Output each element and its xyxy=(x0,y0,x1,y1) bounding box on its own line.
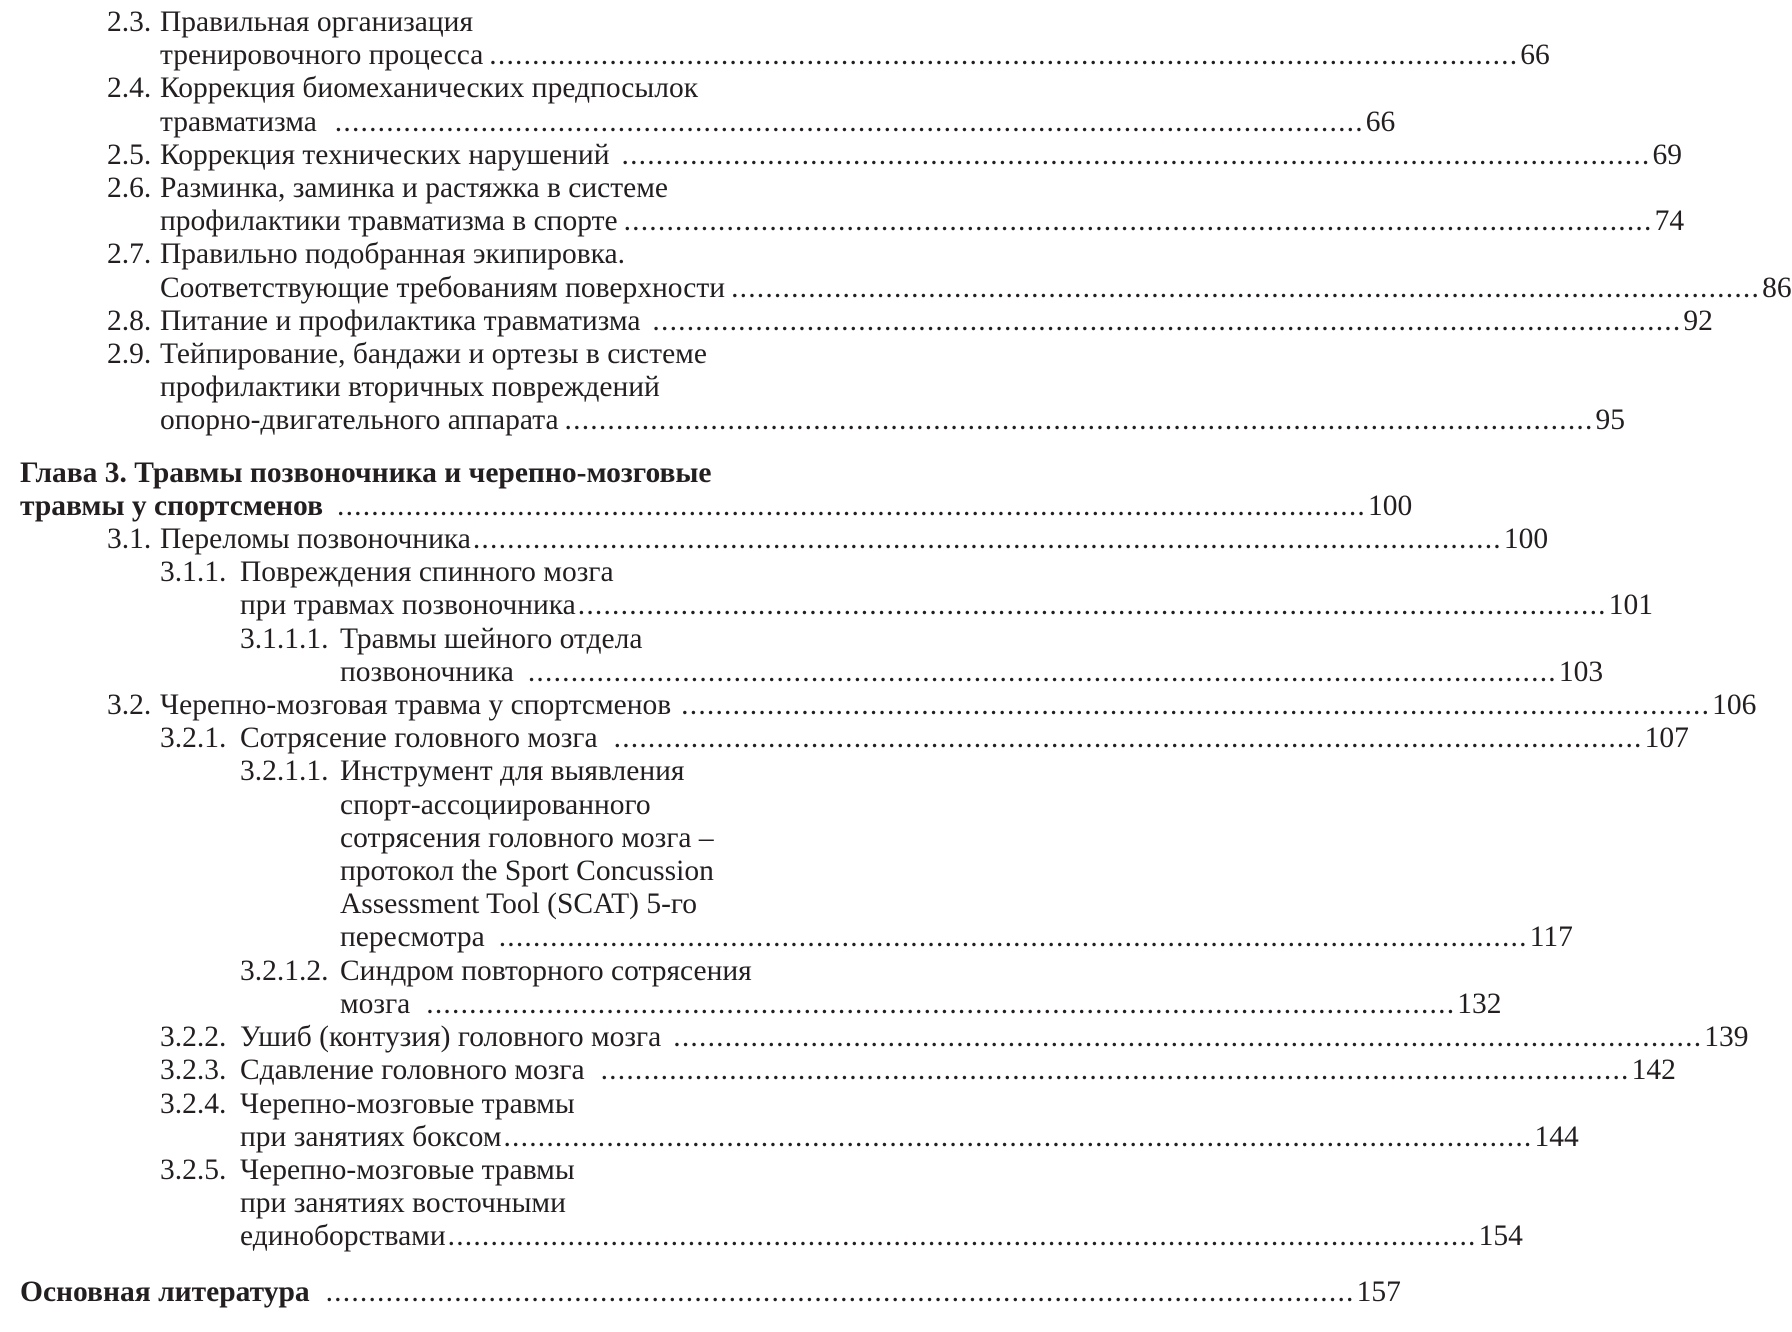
toc-page-number: 74 xyxy=(1654,205,1685,238)
toc-chapter-3 xyxy=(0,456,1413,523)
toc-entry-title-line: единоборствами xyxy=(240,1220,446,1253)
dot-leader: ........................................................................................................................ xyxy=(503,1120,1533,1153)
toc-page-number: 100 xyxy=(1503,523,1549,556)
toc-entry-title-line: Коррекция технических нарушений xyxy=(160,138,610,171)
toc-entry-title-line: Правильно подобранная экипировка. xyxy=(160,238,625,271)
toc-entry-title-line: Повреждения спинного мозга xyxy=(240,556,614,589)
dot-leader: ........................................................................................................................ xyxy=(652,304,1682,337)
toc-entry-title-line: позвоночника xyxy=(340,655,514,688)
toc-page-number: 154 xyxy=(1478,1220,1523,1253)
toc-page-number: 157 xyxy=(1356,1275,1401,1308)
toc-entry-title-line: Черепно-мозговая травма у спортсменов xyxy=(160,689,672,722)
dot-leader: ........................................................................................................................ xyxy=(600,1054,1630,1087)
toc-entry-3-1 xyxy=(0,523,1549,556)
dot-leader: ........................................................................................................................ xyxy=(325,1275,1355,1308)
toc-entry-title-line: опорно-двигательного аппарата xyxy=(160,404,559,437)
toc-entry-3-1-1 xyxy=(0,556,1653,622)
chapter-title-line: Глава 3. Травмы позвоночника и черепно-мозговые xyxy=(20,456,712,489)
toc-entry-2-8 xyxy=(0,304,1713,338)
toc-page-number: 117 xyxy=(1529,921,1573,954)
toc-entry-title-line: тренировочного процесса xyxy=(160,39,484,72)
toc-entry-title-line: Ушиб (контузия) головного мозга xyxy=(240,1021,662,1054)
toc-entry-title-line: Сдавление головного мозга xyxy=(240,1054,585,1087)
toc-entry-2-6 xyxy=(0,172,1685,238)
toc-entry-number: 3.1.1.1. xyxy=(240,622,329,655)
toc-entry-2-3 xyxy=(0,6,1550,72)
toc-entry-number: 2.5. xyxy=(107,138,152,171)
dot-leader: ........................................................................................................................ xyxy=(623,205,1653,238)
dot-leader: ........................................................................................................................ xyxy=(334,105,1364,138)
toc-page-number: 107 xyxy=(1644,722,1689,755)
toc-page-number: 103 xyxy=(1558,655,1604,688)
toc-entry-title-line: Коррекция биомеханических предпосылок xyxy=(160,72,699,105)
toc-entry-title-line: Переломы позвоночника xyxy=(160,523,471,556)
dot-leader: ........................................................................................................................ xyxy=(447,1220,1477,1253)
toc-entry-title-line: Питание и профилактика травматизма xyxy=(160,304,641,337)
toc-entry-title-line: Разминка, заминка и растяжка в системе xyxy=(160,172,668,205)
toc-entry-number: 3.2.2. xyxy=(160,1021,227,1054)
toc-entry-number: 2.3. xyxy=(107,6,152,38)
dot-leader: ........................................................................................................................ xyxy=(681,689,1711,722)
toc-entry-title-line: Тейпирование, бандажи и ортезы в системе xyxy=(160,338,707,371)
toc-entry-2-5 xyxy=(0,138,1682,172)
dot-leader: ........................................................................................................................ xyxy=(498,921,1528,954)
toc-entry-number: 3.2.5. xyxy=(160,1153,227,1186)
toc-entry-title-line: Сотрясение головного мозга xyxy=(240,722,598,755)
dot-leader: ........................................................................................................................ xyxy=(577,589,1607,622)
toc-page-number: 86 xyxy=(1762,271,1792,304)
toc-entry-number: 2.8. xyxy=(107,304,152,337)
dot-leader: ........................................................................................................................ xyxy=(673,1021,1703,1054)
toc-entry-number: 3.2. xyxy=(107,689,152,722)
dot-leader: ........................................................................................................................ xyxy=(472,523,1502,556)
toc-entry-number: 3.2.1. xyxy=(160,722,227,755)
toc-entry-number: 2.7. xyxy=(107,238,152,271)
toc-entry-number: 2.4. xyxy=(107,72,152,105)
toc-entry-2-4 xyxy=(0,72,1396,138)
toc-entry-3-2-3 xyxy=(0,1054,1676,1087)
toc-entry-title-line: при занятиях боксом xyxy=(240,1120,502,1153)
toc-entry-2-9 xyxy=(0,338,1626,438)
toc-entry-title-line: протокол the Sport Concussion xyxy=(340,855,714,888)
dot-leader: ........................................................................................................................ xyxy=(564,404,1594,437)
toc-entry-number: 2.9. xyxy=(107,338,152,371)
dot-leader: ........................................................................................................................ xyxy=(613,722,1643,755)
toc-entry-title-line: сотрясения головного мозга – xyxy=(340,821,714,854)
toc-entry-title-line: мозга xyxy=(340,987,411,1020)
toc-entry-number: 3.1. xyxy=(107,523,152,556)
toc-page-number: 92 xyxy=(1683,304,1713,337)
toc-bibliography xyxy=(0,1275,1401,1309)
toc-entry-title-line: Черепно-мозговые травмы xyxy=(240,1153,575,1186)
toc-entry-3-2-1-1 xyxy=(0,755,1573,954)
toc-page-number: 66 xyxy=(1520,39,1550,72)
toc-entry-title-line: Синдром повторного сотрясения xyxy=(340,954,752,987)
toc-entry-3-2-5 xyxy=(0,1153,1523,1254)
toc-entry-title-line: при занятиях восточными xyxy=(240,1187,566,1220)
dot-leader: ........................................................................................................................ xyxy=(489,39,1519,72)
toc-entry-title-line: спорт-ассоциированного xyxy=(340,788,651,821)
bibliography-title: Основная литература xyxy=(20,1275,310,1308)
chapter-title-line: травмы у спортсменов xyxy=(20,489,323,522)
table-of-contents xyxy=(0,6,1792,1309)
toc-page-number: 132 xyxy=(1457,987,1502,1020)
toc-entry-title-line: Правильная организация xyxy=(160,6,474,38)
toc-entry-number: 3.2.3. xyxy=(160,1054,227,1087)
toc-page-number: 101 xyxy=(1608,589,1653,622)
toc-entry-number: 3.2.1.1. xyxy=(240,755,329,788)
toc-entry-number: 3.1.1. xyxy=(160,556,227,589)
dot-leader: ........................................................................................................................ xyxy=(426,987,1456,1020)
toc-entry-title-line: профилактики травматизма в спорте xyxy=(160,205,618,238)
toc-entry-title-line: при травмах позвоночника xyxy=(240,589,576,622)
toc-entry-2-7 xyxy=(0,238,1792,304)
toc-entry-title-line: Черепно-мозговые травмы xyxy=(240,1087,575,1120)
toc-page-number: 66 xyxy=(1365,105,1396,138)
toc-page-number: 100 xyxy=(1368,489,1413,522)
toc-entry-3-2 xyxy=(0,689,1757,722)
toc-entry-number: 2.6. xyxy=(107,172,152,205)
toc-page-number: 144 xyxy=(1534,1120,1579,1153)
toc-entry-3-2-1 xyxy=(0,722,1689,755)
toc-page-number: 139 xyxy=(1704,1021,1749,1054)
toc-entry-number: 3.2.1.2. xyxy=(240,954,329,987)
toc-page-number: 106 xyxy=(1712,689,1757,722)
toc-entry-title-line: Травмы шейного отдела xyxy=(340,622,643,655)
toc-entry-number: 3.2.4. xyxy=(160,1087,227,1120)
toc-entry-title-line: профилактики вторичных повреждений xyxy=(160,371,660,404)
toc-entry-3-1-1-1 xyxy=(0,622,1604,689)
dot-leader: ........................................................................................................................ xyxy=(731,271,1761,304)
toc-entry-title-line: Инструмент для выявления xyxy=(340,755,685,788)
toc-entry-3-2-4 xyxy=(0,1087,1579,1154)
toc-entry-3-2-1-2 xyxy=(0,954,1502,1021)
toc-entry-title-line: Соответствующие требованиям поверхности xyxy=(160,271,726,304)
toc-page-number: 69 xyxy=(1652,138,1682,171)
toc-page-number: 95 xyxy=(1595,404,1626,437)
toc-entry-title-line: травматизма xyxy=(160,105,317,138)
dot-leader: ........................................................................................................................ xyxy=(337,489,1366,522)
toc-entry-title-line: пересмотра xyxy=(340,921,485,954)
dot-leader: ........................................................................................................................ xyxy=(621,138,1651,171)
toc-page-number: 142 xyxy=(1631,1054,1676,1087)
dot-leader: ........................................................................................................................ xyxy=(527,655,1557,688)
toc-entry-title-line: Assessment Tool (SCAT) 5-го xyxy=(340,888,698,921)
toc-entry-3-2-2 xyxy=(0,1021,1749,1054)
